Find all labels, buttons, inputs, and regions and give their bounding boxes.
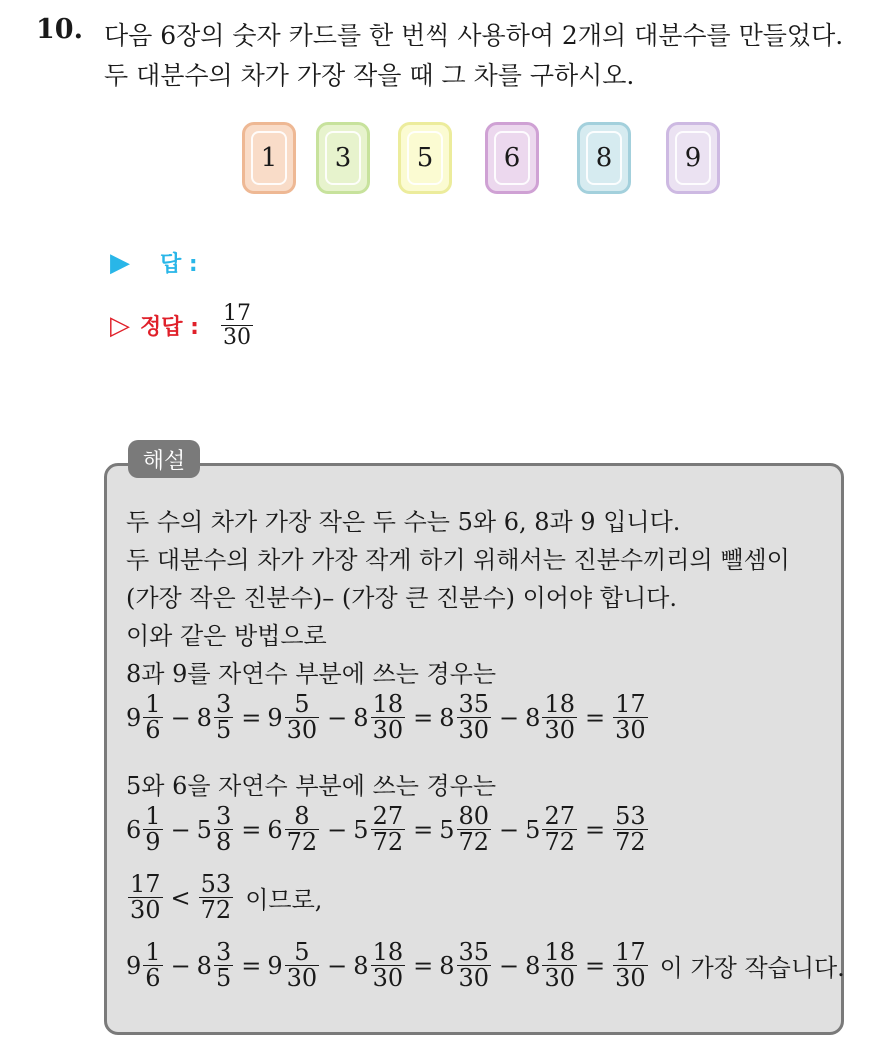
comparison-line: $\frac{17}{30}$ < $\frac{53}{72}$ 이므로, — [130, 870, 323, 925]
fraction: $\frac{8}{72}$ — [286, 802, 318, 857]
explanation-line: 5와 6을 자연수 부분에 쓰는 경우는 — [126, 772, 497, 800]
number-card-3 — [316, 122, 370, 194]
number-card-9 — [666, 122, 720, 194]
card-value: 8 — [595, 143, 613, 173]
fraction: $\frac{27}{72}$ — [544, 802, 575, 857]
fraction-denominator: 30 — [222, 325, 251, 351]
fraction: $\frac{35}{30}$ — [458, 938, 490, 993]
number-card-1 — [242, 122, 296, 194]
card-value: 3 — [334, 143, 352, 173]
correct-answer-fraction — [221, 302, 253, 349]
explanation-line: (가장 작은 진분수)– (가장 큰 진분수) 이어야 합니다. — [126, 584, 677, 612]
number-card-8 — [577, 122, 631, 194]
explanation-line: 8과 9를 자연수 부분에 쓰는 경우는 — [126, 660, 497, 688]
fraction: $\frac{18}{30}$ — [544, 690, 575, 745]
answer-label: 답 : — [160, 252, 198, 277]
final-equation-line: 9 $\frac{1}{6}$ − 8 $\frac{3}{5}$ = 9 $\frac{5}{30}$ − 8 $\frac{18}{30}$ = 8 $\frac{35}{30}$ − 8 $\frac{18}{30}$ = $\frac{17}{30}$ 이 가장 작습니다. — [126, 938, 845, 993]
fraction: $\frac{5}{30}$ — [286, 690, 318, 745]
outline-triangle-icon: ▷ — [110, 310, 130, 341]
explanation-line: 두 대분수의 차가 가장 작게 하기 위해서는 진분수끼리의 뺄셈이 — [126, 546, 790, 574]
fraction: $\frac{17}{30}$ — [615, 690, 646, 745]
conclusion-text: 이 가장 작습니다. — [659, 954, 845, 983]
fraction: $\frac{3}{5}$ — [215, 938, 232, 993]
fraction: $\frac{3}{8}$ — [215, 802, 232, 857]
fraction-numerator: 17 — [222, 301, 251, 326]
number-card-5 — [398, 122, 452, 194]
explanation-tab: 해설 — [128, 440, 200, 478]
answer-row — [110, 247, 198, 278]
explanation-line: 이와 같은 방법으로 — [126, 622, 327, 650]
fraction: $\frac{1}{6}$ — [145, 690, 161, 745]
fraction: $\frac{3}{5}$ — [215, 690, 232, 745]
fraction: $\frac{53}{72}$ — [615, 802, 646, 857]
card-value: 5 — [416, 143, 434, 173]
question-text-line2: 두 대분수의 차가 가장 작을 때 그 차를 구하시오. — [104, 61, 635, 90]
card-value: 1 — [260, 143, 278, 173]
explanation-line: 두 수의 차가 가장 작은 두 수는 5와 6, 8과 9 입니다. — [126, 508, 681, 536]
card-value: 6 — [503, 143, 521, 173]
fraction: $\frac{5}{30}$ — [286, 938, 318, 993]
play-triangle-icon: ▶ — [110, 247, 130, 278]
fraction: $\frac{18}{30}$ — [372, 690, 404, 745]
correct-answer-label: 정답 : — [140, 315, 199, 341]
number-card-6 — [485, 122, 539, 194]
equation-line: 9 $\frac{1}{6}$ − 8 $\frac{3}{5}$ = 9 $\frac{5}{30}$ − 8 $\frac{18}{30}$ = 8 $\frac{35}{30}$ − 8 $\frac{18}{30}$ = $\frac{17}{30}$ — [126, 690, 646, 745]
fraction: $\frac{35}{30}$ — [458, 690, 490, 745]
question-number: 10. — [36, 14, 83, 45]
correct-answer-row — [110, 302, 253, 349]
equation-line: 6 $\frac{1}{9}$ − 5 $\frac{3}{8}$ = 6 $\frac{8}{72}$ − 5 $\frac{27}{72}$ = 5 $\frac{80}{72}$ − 5 $\frac{27}{72}$ = $\frac{53}{72}$ — [126, 802, 646, 857]
fraction: $\frac{1}{9}$ — [145, 802, 161, 857]
fraction: $\frac{17}{30}$ — [615, 938, 646, 993]
fraction: $\frac{27}{72}$ — [372, 802, 404, 857]
fraction: $\frac{53}{72}$ — [200, 870, 232, 925]
fraction: $\frac{18}{30}$ — [372, 938, 404, 993]
fraction: $\frac{1}{6}$ — [145, 938, 161, 993]
card-value: 9 — [684, 143, 702, 173]
fraction: $\frac{80}{72}$ — [458, 802, 490, 857]
comparison-text: 이므로, — [245, 886, 323, 915]
fraction: $\frac{17}{30}$ — [130, 870, 161, 925]
question-text-line1: 다음 6장의 숫자 카드를 한 번씩 사용하여 2개의 대분수를 만들었다. — [104, 21, 844, 50]
fraction: $\frac{18}{30}$ — [544, 938, 575, 993]
